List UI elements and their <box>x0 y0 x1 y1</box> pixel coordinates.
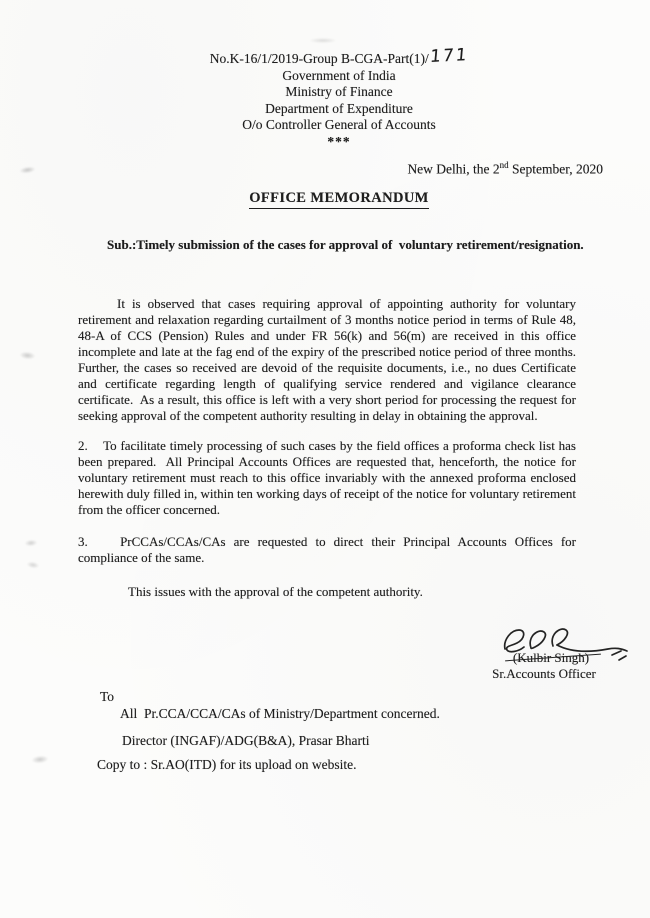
addressee-line-2: Director (INGAF)/ADG(B&A), Prasar Bharti <box>122 733 370 748</box>
reference-number: No.K-16/1/2019-Group B-CGA-Part(1)/ <box>209 51 429 66</box>
date-suffix: September, 2020 <box>508 161 603 177</box>
memo-title: OFFICE MEMORANDUM <box>249 190 429 209</box>
reference-number-line <box>78 44 600 68</box>
date-place-line <box>407 160 603 178</box>
closing-line: This issues with the approval of the competent authority. <box>128 584 423 599</box>
scan-smudge <box>27 561 40 569</box>
subject-line: Sub.:Timely submission of the cases for approval of voluntary retirement/resignation. <box>107 237 584 252</box>
scan-smudge <box>25 539 37 546</box>
org-line-government-of-india: Government of India <box>282 67 396 83</box>
org-line-department: Department of Expenditure <box>265 100 413 116</box>
handwritten-dispatch-number: 171 <box>428 44 470 68</box>
org-line-office: O/o Controller General of Accounts <box>242 117 436 132</box>
date-ordinal-superscript: nd <box>499 160 509 170</box>
paragraph-3: 3. PrCCAs/CCAs/CAs are requested to direct their Principal Accounts Offices for compliance of the same. <box>78 534 576 565</box>
memo-body <box>78 296 576 600</box>
date-prefix: New Delhi, the 2 <box>407 161 500 177</box>
paragraph-2: 2. To facilitate timely processing of such cases by the field offices a proforma check list has been prepared. All Principal Accounts Offices are requested that, henceforth, the notice for voluntary retirement must reach to this office invariably with the annexed proforma enclosed herewith duly filled in, within ten working days of receipt of the notice for voluntary retirement from the officer concerned. <box>78 438 576 517</box>
to-label: To <box>100 689 115 704</box>
addressee-line-1: All Pr.CCA/CCA/CAs of Ministry/Department concerned. <box>120 706 440 721</box>
scan-smudge <box>310 38 336 43</box>
scan-smudge <box>32 755 49 764</box>
scan-smudge <box>20 351 36 360</box>
org-line-ministry: Ministry of Finance <box>285 84 393 99</box>
separator-stars: *** <box>327 133 351 149</box>
scan-smudge <box>20 166 36 174</box>
signatory-name-wrap <box>511 650 591 665</box>
signatory-name: (Kulbir Singh) <box>512 650 590 665</box>
signatory-designation: Sr.Accounts Officer <box>492 666 596 681</box>
letterhead <box>78 44 600 150</box>
paragraph-1: It is observed that cases requiring approval of appointing authority for voluntary retirement and relaxation regarding curtailment of 3 months notice period in terms of Rule 48, 48-A of CCS (Pension) Rules and under FR 56(k) and 56(m) are received in this office incomplete and late at the fag end of the expiry of the prescribed notice period of three months. Further, the cases so received are devoid of the requisite documents, i.e., no dues Certificate and certificate regarding length of qualifying service rendered and vigilance clearance certificate. As a result, this office is left with a very short period for processing the request for seeking approval of the competent authority resulting in delay in obtaining the approval. <box>78 296 576 423</box>
copy-to-line: Copy to : Sr.AO(ITD) for its upload on website. <box>97 757 357 772</box>
memo-title-row <box>78 189 600 209</box>
signature-block <box>472 622 630 681</box>
